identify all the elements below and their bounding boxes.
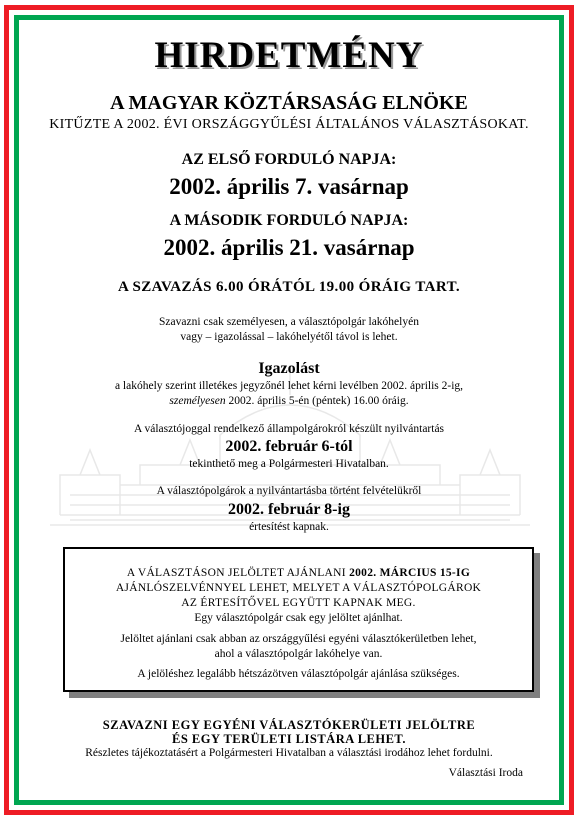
box-line1 bbox=[65, 567, 532, 579]
round2-date: 2002. április 21. vasárnap bbox=[163, 235, 415, 260]
vote-info-line1: Szavazni csak személyesen, a választópolgár lakóhelyén bbox=[159, 316, 419, 328]
box-line7: A jelöléshez legalább hétszázötven választópolgár ajánlása szükséges. bbox=[137, 668, 460, 680]
box-line1-text: A VÁLASZTÁSON JELÖLTET AJÁNLANI bbox=[126, 567, 350, 579]
round1-label: AZ ELSŐ FORDULÓ NAPJA: bbox=[181, 151, 397, 168]
certificate-emphasis: személyesen bbox=[169, 395, 226, 407]
page-title: HIRDETMÉNY bbox=[154, 35, 424, 76]
footer-line3: Részletes tájékoztatásért a Polgármesteri Hivatalban a választási irodához lehet fordulni. bbox=[85, 747, 493, 759]
certificate-line2-rest: 2002. április 5-én (péntek) 16.00 óráig. bbox=[225, 395, 409, 407]
box-line6: ahol a választópolgár lakóhelye van. bbox=[214, 648, 383, 660]
round1-date: 2002. április 7. vasárnap bbox=[169, 174, 409, 199]
register-date: 2002. február 6-tól bbox=[225, 438, 353, 455]
register-line1: A választójoggal rendelkező állampolgárokról készült nyilvántartás bbox=[133, 423, 445, 435]
vote-info-line2: vagy – igazolással – lakóhelyétől távol is lehet. bbox=[180, 331, 398, 343]
box-line3: AZ ÉRTESÍTŐVEL EGYÜTT KAPNAK MEG. bbox=[181, 597, 416, 609]
certificate-line2 bbox=[0, 395, 578, 407]
box-line5: Jelöltet ajánlani csak abban az országgyűlési egyéni választókerületben lehet, bbox=[120, 633, 477, 645]
certificate-line1: a lakóhely szerint illetékes jegyzőnél lehet kérni levélben 2002. április 2-ig, bbox=[114, 380, 464, 392]
notice-date: 2002. február 8-ig bbox=[228, 501, 350, 518]
nomination-box bbox=[63, 547, 534, 692]
footer-line2: ÉS EGY TERÜLETI LISTÁRA LEHET. bbox=[172, 732, 406, 746]
notice-line1: A választópolgárok a nyilvántartásba történt felvételükről bbox=[156, 485, 422, 497]
register-line2: tekinthető meg a Polgármesteri Hivatalban. bbox=[189, 458, 389, 470]
sub-heading: KITŰZTE A 2002. ÉVI ORSZÁGGYŰLÉSI ÁLTALÁNOS VÁLASZTÁSOKAT. bbox=[49, 117, 529, 132]
main-heading: A MAGYAR KÖZTÁRSASÁG ELNÖKE bbox=[110, 92, 468, 114]
signature: Választási Iroda bbox=[448, 767, 523, 779]
footer-line1: SZAVAZNI EGY EGYÉNI VÁLASZTÓKERÜLETI JELÖLTRE bbox=[102, 718, 476, 732]
certificate-heading: Igazolást bbox=[258, 360, 320, 377]
notice-line2: értesítést kapnak. bbox=[249, 521, 329, 533]
voting-hours: A SZAVAZÁS 6.00 ÓRÁTÓL 19.00 ÓRÁIG TART. bbox=[117, 279, 461, 295]
box-line4: Egy választópolgár csak egy jelöltet ajánlhat. bbox=[194, 612, 403, 624]
box-deadline: 2002. MÁRCIUS 15-IG bbox=[349, 567, 471, 579]
box-line2: AJÁNLÓSZELVÉNNYEL LEHET, MELYET A VÁLASZTÓPOLGÁROK bbox=[115, 582, 482, 594]
round2-label: A MÁSODIK FORDULÓ NAPJA: bbox=[169, 212, 409, 229]
